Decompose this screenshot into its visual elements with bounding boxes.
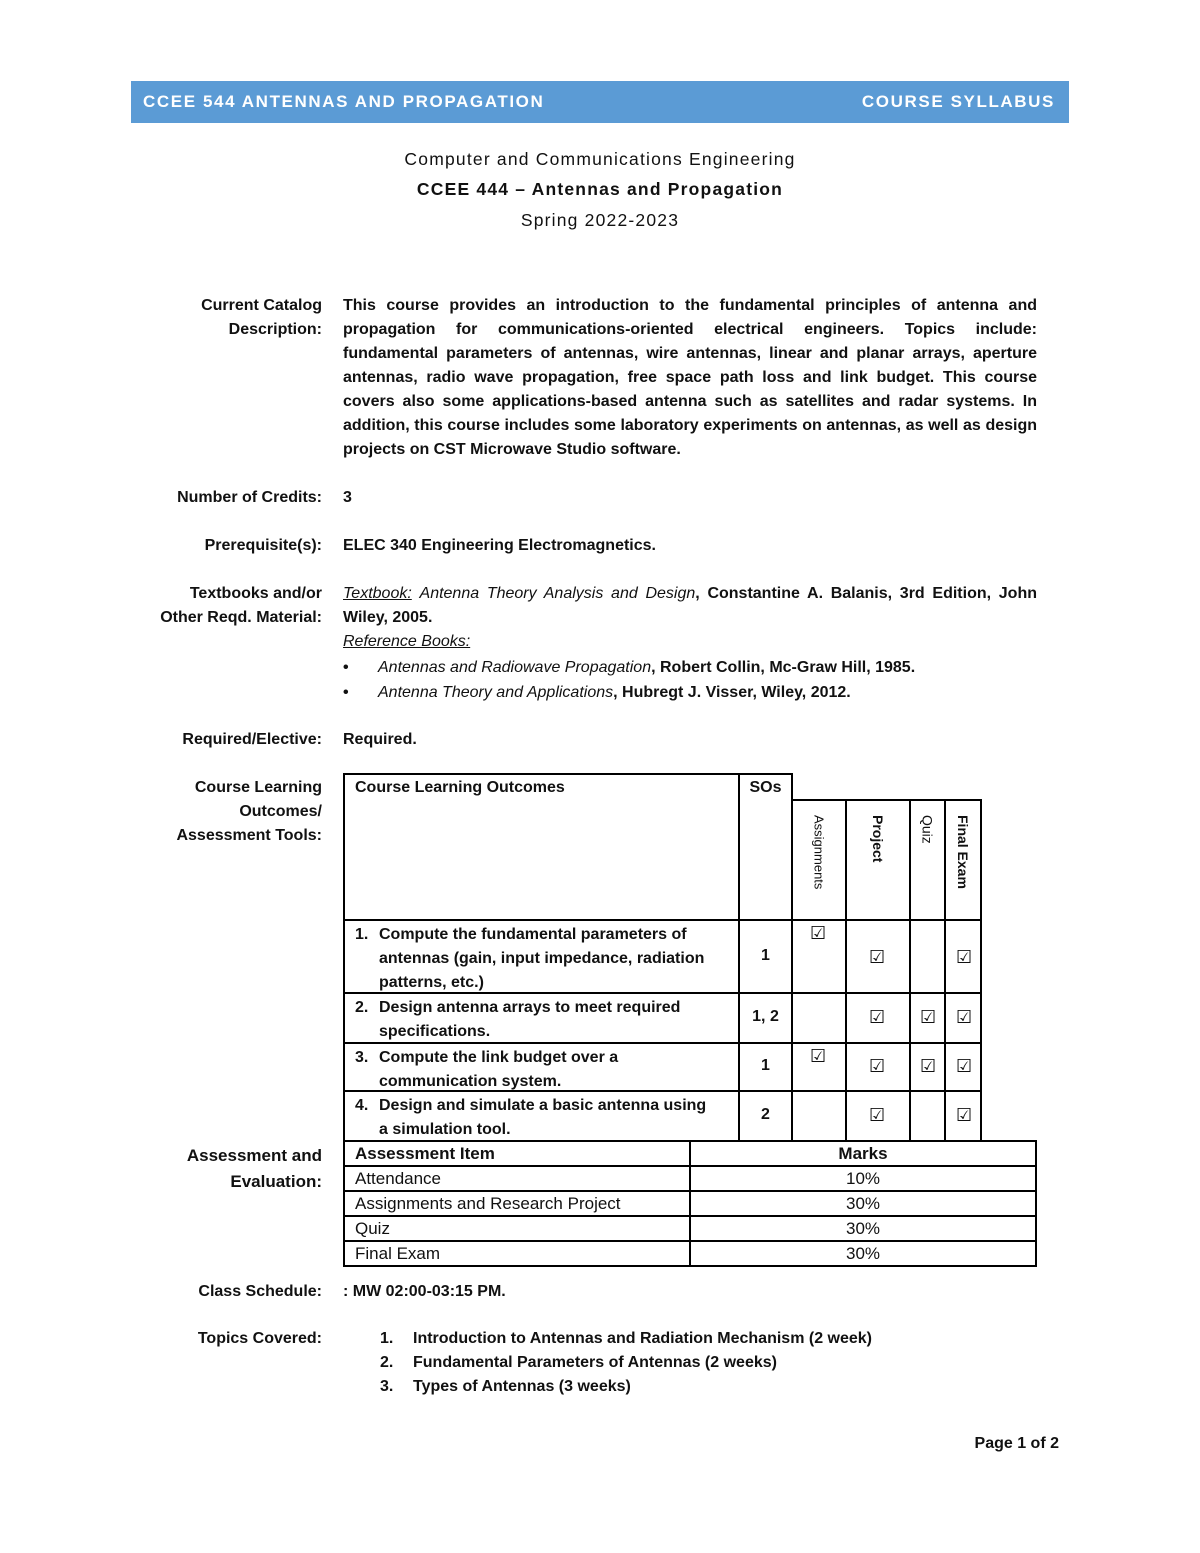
bullet-icon: • — [343, 659, 349, 676]
outcome-sos: 1 — [761, 947, 770, 964]
table-row — [344, 1166, 1036, 1191]
assessment-item: Final Exam — [344, 1241, 690, 1266]
catalog-label-line2: Description: — [228, 321, 322, 338]
checked-box-icon: ☑ — [956, 1105, 973, 1125]
textbooks-label — [160, 582, 322, 630]
textbook-entry — [343, 582, 1037, 630]
assessment-item: Assignments and Research Project — [344, 1191, 690, 1216]
outcome-sos: 2 — [761, 1106, 770, 1123]
list-item — [343, 1351, 872, 1375]
catalog-label-line1: Current Catalog — [201, 297, 322, 314]
outcomes-label-line3: Assessment Tools: — [176, 827, 322, 844]
check-cell — [944, 1042, 982, 1092]
reference-details: , Hubregt J. Visser, Wiley, 2012. — [613, 684, 851, 701]
outcome-sos-cell — [738, 1042, 793, 1092]
tool-header-cell — [944, 799, 982, 921]
assessment-item: Quiz — [344, 1216, 690, 1241]
marks-header: Marks — [690, 1141, 1036, 1166]
outcome-row — [343, 919, 740, 994]
checked-box-icon: ☑ — [869, 1007, 886, 1027]
schedule-value: : MW 02:00-03:15 PM. — [343, 1283, 506, 1300]
assessment-item-header: Assessment Item — [344, 1141, 690, 1166]
assessment-label — [187, 1143, 322, 1195]
outcome-row — [343, 1042, 740, 1092]
credits-label: Number of Credits: — [177, 489, 322, 506]
header-banner — [131, 81, 1069, 123]
check-cell — [944, 992, 982, 1044]
schedule-label: Class Schedule: — [198, 1283, 322, 1300]
assessment-table — [343, 1140, 1037, 1267]
textbooks-label-line2: Other Reqd. Material: — [160, 609, 322, 626]
tool-header-project: Project — [870, 815, 886, 863]
reference-item — [343, 681, 1037, 705]
topic-text: Introduction to Antennas and Radiation Mechanism (2 week) — [413, 1330, 873, 1347]
list-item — [343, 1327, 872, 1351]
checked-box-icon: ☑ — [956, 1056, 973, 1076]
check-cell — [909, 1042, 946, 1092]
reference-title: Antenna Theory and Applications — [378, 684, 614, 701]
outcome-text — [355, 1094, 715, 1142]
outcome-text — [355, 923, 715, 995]
table-row — [344, 1191, 1036, 1216]
textbooks-section — [343, 582, 1037, 705]
required-label: Required/Elective: — [182, 731, 322, 748]
sos-header: SOs — [749, 779, 782, 796]
textbook-details: , Constantine A. Balanis, 3rd Edition, John Wiley, 2005. — [343, 585, 1038, 626]
check-cell — [944, 1090, 982, 1142]
check-cell — [909, 1090, 946, 1142]
outcome-number: 2. — [355, 999, 369, 1016]
outcome-sos: 1 — [761, 1057, 770, 1074]
checked-box-icon: ☑ — [810, 1046, 827, 1066]
topics-label: Topics Covered: — [197, 1330, 322, 1347]
assessment-label-line1: Assessment and — [186, 1146, 322, 1165]
outcomes-label-line1: Course Learning — [194, 779, 322, 796]
tool-header-quiz: Quiz — [919, 815, 936, 844]
outcome-description: Compute the fundamental parameters of antennas (gain, input impedance, radiation patterns, etc.) — [379, 926, 705, 991]
assessment-marks: 30% — [690, 1216, 1036, 1241]
reference-books-label: Reference Books: — [343, 633, 471, 650]
checked-box-icon: ☑ — [956, 1007, 973, 1027]
check-cell — [944, 919, 982, 994]
sos-header-cell — [738, 773, 793, 921]
outcome-text — [355, 1046, 715, 1094]
tool-header-final-exam: Final Exam — [955, 815, 971, 889]
textbook-label: Textbook: — [343, 585, 412, 602]
checked-box-icon: ☑ — [869, 1056, 886, 1076]
topic-number: 3. — [380, 1378, 394, 1395]
term-title: Spring 2022-2023 — [520, 210, 680, 230]
topic-text: Fundamental Parameters of Antennas (2 weeks) — [413, 1354, 777, 1371]
assessment-item: Attendance — [344, 1166, 690, 1191]
prereq-label: Prerequisite(s): — [204, 537, 322, 554]
outcome-sos-cell — [738, 919, 793, 994]
course-banner-title: CCEE 544 ANTENNAS AND PROPAGATION — [143, 92, 545, 111]
topic-number: 2. — [380, 1354, 394, 1371]
checked-box-icon: ☑ — [869, 947, 886, 967]
outcome-row — [343, 1090, 740, 1142]
tool-header-cell — [791, 799, 847, 921]
outcomes-label-line2: Outcomes/ — [239, 803, 322, 820]
check-cell — [845, 1042, 911, 1092]
outcomes-header-cell — [343, 773, 740, 921]
document-type-label: COURSE SYLLABUS — [861, 92, 1055, 111]
check-cell — [791, 919, 847, 994]
outcome-description: Design antenna arrays to meet required specifications. — [379, 999, 681, 1040]
page-number: Page 1 of 2 — [974, 1435, 1059, 1452]
reference-item — [343, 656, 1037, 680]
table-header-row — [344, 1141, 1036, 1166]
outcome-description: Design and simulate a basic antenna using a simulation tool. — [379, 1097, 707, 1138]
textbooks-label-line1: Textbooks and/or — [189, 585, 322, 602]
checked-box-icon: ☑ — [956, 947, 973, 967]
course-title: CCEE 444 – Antennas and Propagation — [416, 179, 784, 199]
checked-box-icon: ☑ — [920, 1056, 937, 1076]
check-cell — [845, 1090, 911, 1142]
checked-box-icon: ☑ — [920, 1007, 937, 1027]
tool-header-cell — [909, 799, 946, 921]
outcome-number: 4. — [355, 1097, 369, 1114]
assessment-marks: 10% — [690, 1166, 1036, 1191]
check-cell — [909, 992, 946, 1044]
check-cell — [791, 1090, 847, 1142]
assessment-marks: 30% — [690, 1191, 1036, 1216]
assessment-label-line2: Evaluation: — [230, 1172, 322, 1191]
checked-box-icon: ☑ — [869, 1105, 886, 1125]
textbook-title: Antenna Theory Analysis and Design — [419, 585, 696, 602]
topic-text: Types of Antennas (3 weeks) — [413, 1378, 631, 1395]
outcome-row — [343, 992, 740, 1044]
check-cell — [845, 992, 911, 1044]
check-cell — [909, 919, 946, 994]
outcome-sos-cell — [738, 992, 793, 1044]
reference-details: , Robert Collin, Mc-Graw Hill, 1985. — [651, 659, 916, 676]
outcomes-label — [176, 776, 322, 848]
catalog-description: This course provides an introduction to the fundamental principles of antenna and propagation for communications-oriented electrical engineers. Topics include: fundamental parameters of antennas, wire antennas, linear and planar arrays, aperture antennas, radio wave propagation, free space path loss and link budget. This course covers also some applications-based antenna such as satellites and radar systems. In addition, this course includes some laboratory experiments on antennas, as well as design projects on CST Microwave Studio software. — [343, 297, 1037, 458]
outcomes-header: Course Learning Outcomes — [355, 779, 565, 796]
outcome-number: 3. — [355, 1049, 369, 1066]
outcome-sos-cell — [738, 1090, 793, 1142]
bullet-icon: • — [343, 684, 349, 701]
outcome-sos: 1, 2 — [752, 1008, 779, 1025]
credits-value: 3 — [343, 489, 352, 506]
department-title: Computer and Communications Engineering — [404, 149, 796, 169]
required-value: Required. — [343, 731, 417, 748]
topic-number: 1. — [380, 1330, 394, 1347]
topics-list — [343, 1327, 872, 1399]
tool-header-assignments: Assignments — [811, 815, 827, 890]
table-row — [344, 1216, 1036, 1241]
reference-title: Antennas and Radiowave Propagation — [378, 659, 652, 676]
outcome-number: 1. — [355, 926, 369, 943]
outcome-description: Compute the link budget over a communication system. — [379, 1049, 619, 1090]
catalog-label — [201, 294, 322, 342]
table-row — [344, 1241, 1036, 1266]
check-cell — [791, 992, 847, 1044]
checked-box-icon: ☑ — [810, 923, 827, 943]
check-cell — [845, 919, 911, 994]
tool-header-cell — [845, 799, 911, 921]
check-cell — [791, 1042, 847, 1092]
prereq-value: ELEC 340 Engineering Electromagnetics. — [343, 537, 656, 554]
assessment-marks: 30% — [690, 1241, 1036, 1266]
list-item — [343, 1375, 872, 1399]
outcome-text — [355, 996, 715, 1044]
